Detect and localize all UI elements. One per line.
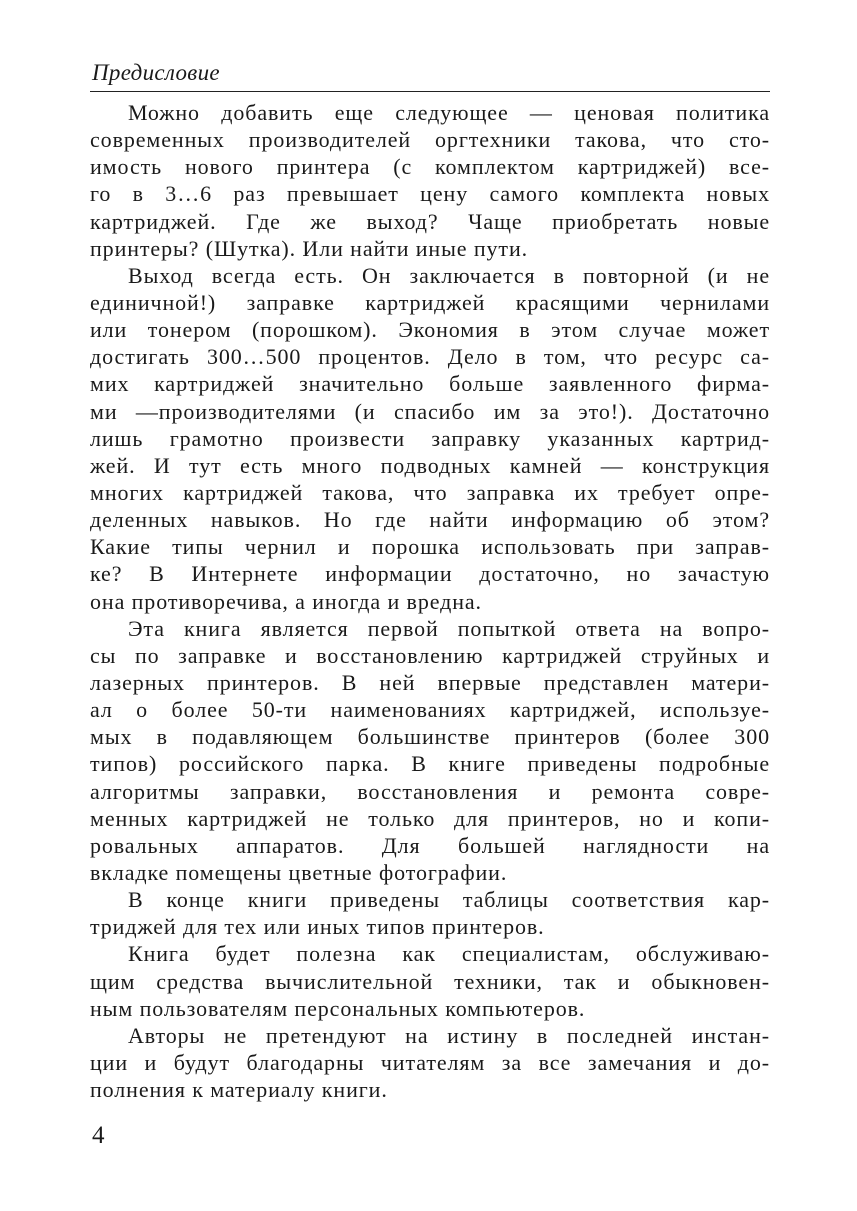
- paragraph: [90, 1022, 770, 1103]
- running-header: Предисловие: [92, 60, 220, 85]
- text-line: щим средства вычислительной техники, так и обыкновен-: [90, 968, 770, 994]
- text-line: Авторы не претендуют на истину в последней инстан-: [128, 1022, 770, 1048]
- text-line: многих картриджей такова, что заправка их требует опре-: [90, 479, 770, 505]
- text-line: ным пользователям персональных компьютеров.: [90, 995, 586, 1021]
- page-number: 4: [92, 1122, 105, 1149]
- paragraph: [90, 615, 770, 886]
- text-line: ми —производителями (и спасибо им за это!). Достаточно: [90, 398, 770, 424]
- text-line: ровальных аппаратов. Для большей наглядности на: [90, 832, 770, 858]
- text-line: принтеры? (Шутка). Или найти иные пути.: [90, 235, 529, 261]
- paragraph: [90, 886, 770, 940]
- paragraph: [90, 99, 770, 262]
- paragraph: [90, 940, 770, 1021]
- text-line: Можно добавить еще следующее — ценовая политика: [128, 100, 770, 125]
- text-line: Эта книга является первой попыткой ответа на вопро-: [128, 615, 770, 641]
- text-line: ции и будут благодарны читателям за все замечания и до-: [90, 1049, 770, 1075]
- text-line: триджей для тех или иных типов принтеров.: [90, 914, 545, 940]
- body-text: [90, 99, 770, 1103]
- text-line: мих картриджей значительно больше заявленного фирма-: [90, 371, 770, 397]
- text-line: Книга будет полезна как специалистам, обслуживаю-: [128, 941, 770, 967]
- text-line: имость нового принтера (с комплектом картриджей) все-: [90, 154, 770, 180]
- text-line: или тонером (порошком). Экономия в этом случае может: [90, 317, 770, 343]
- text-line: полнения к материалу книги.: [90, 1077, 388, 1103]
- text-line: единичной!) заправке картриджей красящими чернилами: [90, 289, 770, 315]
- text-line: Выход всегда есть. Он заключается в повторной (и не: [128, 262, 770, 288]
- text-line: В конце книги приведены таблицы соответствия кар-: [128, 887, 770, 913]
- text-line: ал о более 50-ти наименованиях картриджей, используе-: [90, 697, 770, 723]
- text-line: го в 3…6 раз превышает цену самого комплекта новых: [90, 181, 770, 207]
- text-line: алгоритмы заправки, восстановления и ремонта совре-: [90, 778, 770, 804]
- text-line: достигать 300…500 процентов. Дело в том, что ресурс са-: [90, 344, 770, 370]
- text-line: ке? В Интернете информации достаточно, но зачастую: [90, 561, 770, 587]
- text-line: Какие типы чернил и порошка использовать при заправ-: [90, 534, 770, 560]
- text-line: лазерных принтеров. В ней впервые представлен матери-: [90, 669, 770, 695]
- text-line: деленных навыков. Но где найти информацию об этом?: [90, 507, 770, 533]
- text-line: картриджей. Где же выход? Чаще приобретать новые: [90, 208, 770, 234]
- text-line: современных производителей оргтехники такова, что сто-: [90, 127, 770, 153]
- paragraph: [90, 262, 770, 615]
- text-line: жей. И тут есть много подводных камней — конструкция: [90, 452, 770, 478]
- text-line: сы по заправке и восстановлению картриджей струйных и: [90, 642, 770, 668]
- text-line: мых в подавляющем большинстве принтеров (более 300: [90, 724, 770, 750]
- text-line: менных картриджей не только для принтеров, но и копи-: [90, 805, 770, 831]
- text-line: лишь грамотно произвести заправку указанных картрид-: [90, 425, 770, 451]
- text-line: типов) российского парка. В книге приведены подробные: [90, 751, 770, 777]
- text-line: она противоречива, а иногда и вредна.: [90, 588, 482, 614]
- text-line: вкладке помещены цветные фотографии.: [90, 859, 508, 885]
- header-rule: [90, 91, 770, 92]
